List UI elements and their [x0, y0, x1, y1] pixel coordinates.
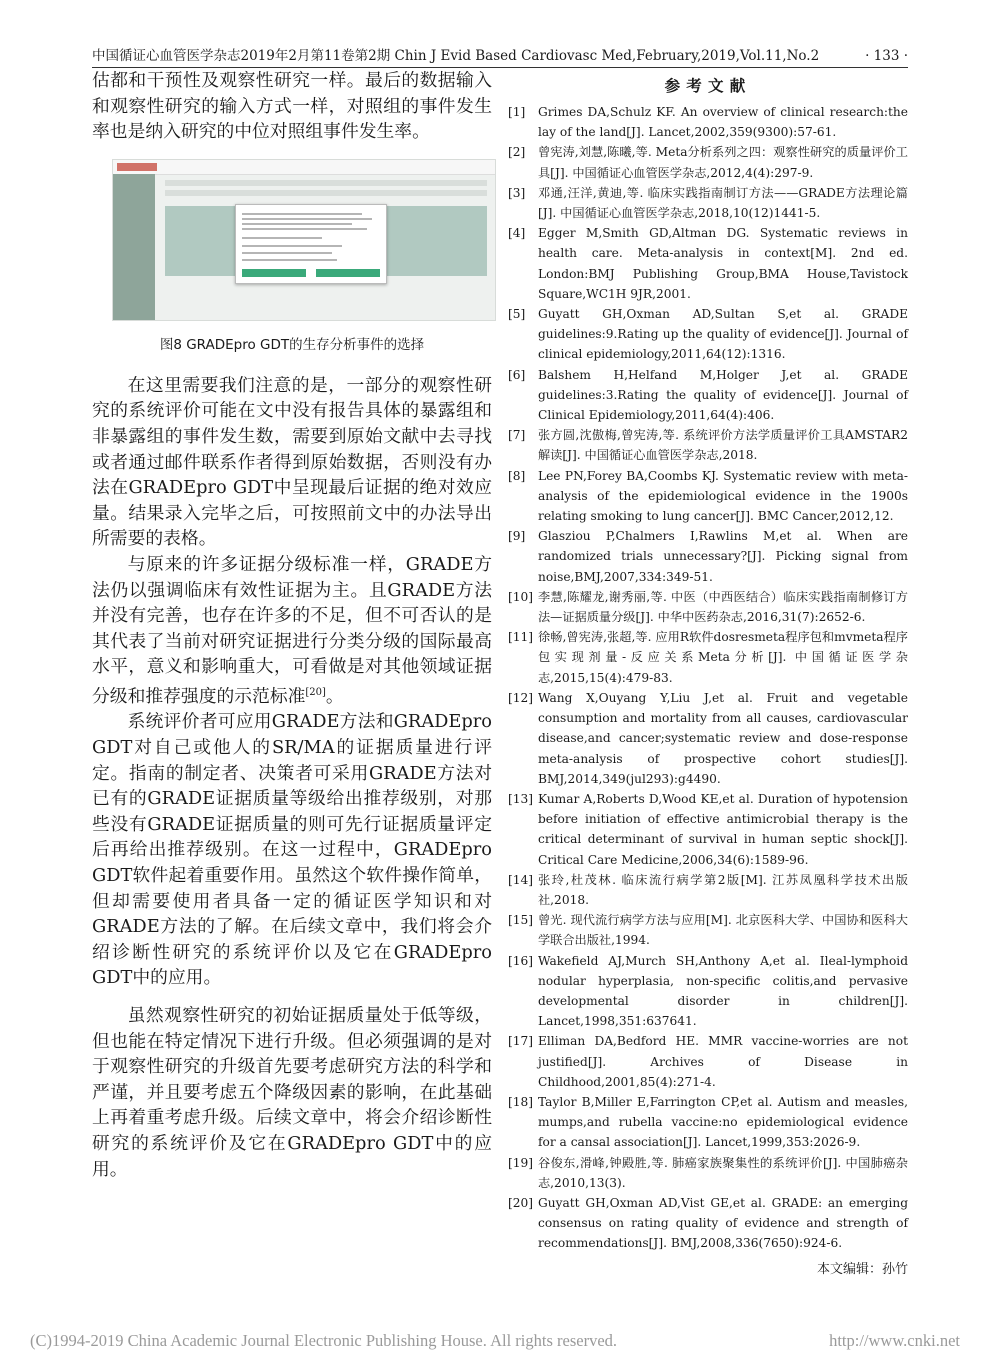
reference-text: Grimes DA,Schulz KF. An overview of clinical research:the lay of the land[J]. Lancet,2002,359(9300):57-61. [538, 105, 908, 140]
figure-dialog-line [242, 252, 332, 254]
reference-number: [8] [508, 468, 526, 483]
reference-item [508, 587, 908, 627]
reference-item [508, 870, 908, 910]
reference-text: 李慧,陈耀龙,谢秀丽,等. 中医（中西医结合）临床实践指南制修订方法—证据质量分级[J]. 中华中医药杂志,2016,31(7):2652-6. [538, 589, 908, 625]
figure-sidebar [113, 174, 155, 320]
references-list [508, 102, 908, 1254]
reference-text: Egger M,Smith GD,Altman DG. Systematic reviews in health care. Meta-analysis in context[M]. 2nd ed. London:BMJ Publishing Group,BMA House,Tavistock Square,WC1H 9JR,2001. [538, 226, 908, 301]
figure-dialog-line [242, 218, 372, 220]
reference-text: Wang X,Ouyang Y,Liu J,et al. Fruit and vegetable consumption and mortality from all causes, cardiovascular disease,and cancer;systematic review and dose-response meta-analysis of prospective cohort studies[J]. BMJ,2014,349(jul293):g4490. [538, 690, 908, 786]
reference-text: Glasziou P,Chalmers I,Rawlins M,et al. When are randomized trials unnecessary?[J]. Picking signal from noise,BMJ,2007,334:349-51. [538, 529, 908, 584]
reference-text: Wakefield AJ,Murch SH,Anthony A,et al. Ileal-lymphoid nodular hyperplasia, non-specific colitis,and pervasive developmental disorder in children[J]. Lancet,1998,351:637641. [538, 953, 908, 1029]
reference-item [508, 304, 908, 365]
reference-number: [15] [508, 913, 534, 928]
reference-text: 徐畅,曾宪涛,张超,等. 应用R软件dosresmeta程序包和mvmeta程序包实现剂量-反应关系Meta分析[J]. 中国循证医学杂志,2015,15(4):479-83. [538, 630, 908, 685]
figure-dialog-line [242, 259, 337, 261]
figure-row [165, 180, 487, 186]
copyright-text: (C)1994-2019 China Academic Journal Electronic Publishing House. All rights reserved. [30, 1331, 618, 1350]
reference-item [508, 526, 908, 587]
reference-item [508, 910, 908, 950]
figure-dialog [235, 204, 387, 284]
reference-item [508, 789, 908, 870]
references-title: 参考文献 [664, 77, 752, 95]
reference-item [508, 183, 908, 223]
reference-item [508, 688, 908, 789]
right-column [508, 68, 908, 1277]
reference-number: [6] [508, 367, 526, 382]
citation-superscript: [20] [305, 686, 326, 698]
journal-info: 中国循证心血管医学杂志2019年2月第11卷第2期 Chin J Evid Based Cardiovasc Med,February,2019,Vol.11,No.2 [92, 48, 820, 64]
figure-save-button [316, 269, 380, 277]
reference-number: [16] [508, 953, 534, 968]
reference-number: [12] [508, 690, 534, 705]
reference-text: Taylor B,Miller E,Farrington CP,et al. Autism and measles, mumps,and rubella vaccine:no epidemiological evidence for a cansal association[J]. Lancet,1999,353:2026-9. [538, 1094, 908, 1150]
reference-item [508, 1153, 908, 1193]
reference-text: Balshem H,Helfand M,Holger J,et al. GRADE guidelines:3.Rating the quality of evidence[J]. Journal of Clinical Epidemiology,2011,64(4):406. [538, 367, 908, 423]
figure-row [165, 190, 487, 196]
figure-dialog-line [242, 228, 367, 230]
reference-number: [7] [508, 428, 526, 443]
reference-number: [4] [508, 226, 526, 241]
reference-item [508, 102, 908, 142]
reference-text: 张方圆,沈傲梅,曾宪涛,等. 系统评价方法学质量评价工具AMSTAR2解读[J]. 中国循证心血管医学杂志,2018. [538, 428, 908, 463]
editor-note: 本文编辑：孙竹 [816, 1261, 908, 1277]
page-number: · 133 · [865, 48, 908, 64]
reference-number: [11] [508, 630, 534, 645]
paragraph-2-end: 。 [325, 685, 344, 707]
reference-number: [20] [508, 1195, 534, 1210]
reference-item [508, 951, 908, 1032]
reference-number: [17] [508, 1034, 534, 1049]
reference-text: 张玲,杜茂林. 临床流行病学第2版[M]. 江苏凤凰科学技术出版社,2018. [538, 872, 908, 907]
paragraph-1: 在这里需要我们注意的是，一部分的观察性研究的系统评价可能在文中没有报告具体的暴露组和非暴露组的事件发生数，需要到原始文献中去寻找或者通过邮件联系作者得到原始数据，否则没有办法在GRADEpro GDT中呈现最后证据的绝对效应量。结果录入完毕之后，可按照前文中的办法导出所需要的表格。 [92, 374, 492, 550]
reference-item [508, 466, 908, 527]
reference-item [508, 365, 908, 426]
reference-number: [13] [508, 791, 534, 806]
figure-dialog-line [242, 213, 362, 215]
reference-text: 曾光. 现代流行病学方法与应用[M]. 北京医科大学、中国协和医科大学联合出版社,1994. [538, 913, 908, 948]
figure-topbar [113, 160, 495, 175]
paragraph-continued: 估都和干预性及观察性研究一样。最后的数据输入和观察性研究的输入方式一样，对照组的事件发生率也是纳入研究的中位对照组事件发生率。 [92, 70, 492, 143]
reference-item [508, 627, 908, 688]
figure-dialog-line [242, 245, 342, 247]
reference-number: [19] [508, 1155, 534, 1170]
reference-number: [1] [508, 105, 526, 119]
reference-item [508, 1193, 908, 1254]
reference-number: [9] [508, 529, 526, 544]
footer-url: http://www.cnki.net [829, 1331, 960, 1350]
reference-number: [10] [508, 589, 534, 604]
paragraph-3: 系统评价者可应用GRADE方法和GRADEpro GDT对自己或他人的SR/MA的证据质量进行评定。指南的制定者、决策者可采用GRADE方法对已有的GRADE证据质量等级给出推荐级别，对那些没有GRADE证据质量的则可先行证据质量评定后再给出推荐级别。在这一过程中，GRADEpro GDT软件起着重要作用。虽然这个软件操作简单，但却需要使用者具备一定的循证医学知识和对GRADE方法的了解。在后续文章中，我们将会介绍诊断性研究的系统评价以及它在GRADEpro GDT中的应用。 [92, 711, 492, 989]
reference-text: 曾宪涛,刘慧,陈曦,等. Meta分析系列之四：观察性研究的质量评价工具[J]. 中国循证心血管医学杂志,2012,4(4):297-9. [538, 145, 908, 180]
reference-text: Guyatt GH,Oxman AD,Vist GE,et al. GRADE: an emerging consensus on rating quality of evidence and strength of recommendations[J]. BMJ,2008,336(7650):924-6. [538, 1195, 908, 1251]
reference-text: Kumar A,Roberts D,Wood KE,et al. Duration of hypotension before initiation of effective antimicrobial therapy is the critical determinant of survival in human septic shock[J]. Critical Care Medicine,2006,34(6):1589-96. [538, 791, 908, 867]
paragraph-4: 虽然观察性研究的初始证据质量处于低等级，但也能在特定情况下进行升级。但必须强调的是对于观察性研究的升级首先要考虑研究方法的科学和严谨，并且要考虑五个降级因素的影响，在此基础上再着重考虑升级。后续文章中，将会介绍诊断性研究的系统评价及它在GRADEpro GDT中的应用。 [92, 1004, 492, 1180]
left-column [92, 68, 492, 1182]
reference-text: Guyatt GH,Oxman AD,Sultan S,et al. GRADE guidelines:9.Rating up the quality of evidence[J]. Journal of clinical epidemiology,2011,64(12):1316. [538, 307, 908, 362]
reference-item [508, 1031, 908, 1092]
reference-number: [2] [508, 145, 526, 160]
reference-item [508, 142, 908, 182]
reference-item [508, 1092, 908, 1153]
reference-text: 邓通,汪洋,黄迪,等. 临床实践指南制订方法——GRADE方法理论篇[J]. 中国循证心血管医学杂志,2018,10(12)1441-5. [538, 185, 908, 221]
figure-caption: 图8 GRADEpro GDT的生存分析事件的选择 [159, 336, 425, 353]
paragraph-2-text: 与原来的许多证据分级标准一样，GRADE方法仍以强调临床有效性证据为主。且GRADE方法并没有完善，也存在许多的不足，但不可否认的是其代表了当前对研究证据进行分类分级的国际最高水平，意义和影响重大，可看做是对其他领域证据分级和推荐强度的示范标准 [92, 553, 492, 707]
running-header [92, 38, 908, 68]
reference-text: 谷俊东,滑峰,钟殿胜,等. 肺癌家族聚集性的系统评价[J]. 中国肺癌杂志,2010,13(3). [538, 1155, 908, 1190]
reference-text: Elliman DA,Bedford HE. MMR vaccine-worries are not justified[J]. Archives of Disease in Childhood,2001,85(4):271-4. [538, 1034, 908, 1089]
figure-dialog-line [242, 237, 322, 239]
figure-logo [117, 163, 157, 171]
figure-screenshot [112, 159, 496, 321]
reference-number: [14] [508, 872, 534, 887]
reference-item [508, 425, 908, 465]
reference-text: Lee PN,Forey BA,Coombs KJ. Systematic review with meta-analysis of the epidemiological evidence in the 1900s relating smoking to lung cancer[J]. BMC Cancer,2012,12. [538, 468, 908, 524]
figure-dialog-line [242, 223, 352, 225]
reference-number: [18] [508, 1094, 534, 1109]
paragraph-2 [92, 552, 492, 709]
figure-cancel-button [242, 269, 306, 277]
reference-item [508, 223, 908, 304]
page-footer [30, 1331, 960, 1351]
reference-number: [3] [508, 185, 526, 200]
reference-number: [5] [508, 307, 526, 322]
